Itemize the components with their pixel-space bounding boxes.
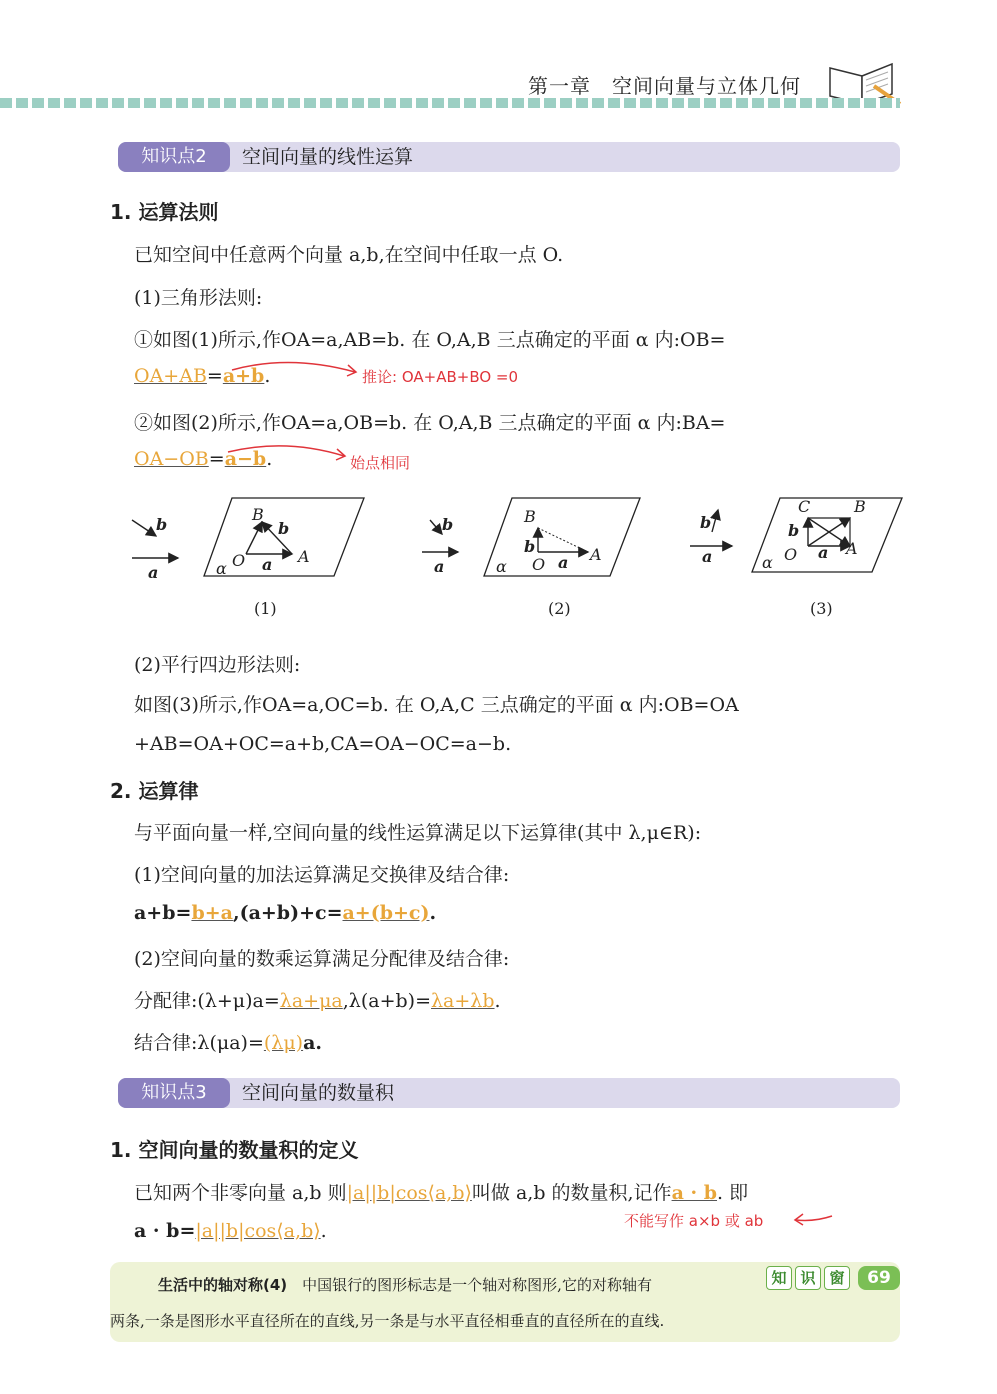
svg-text:a: a [262,555,273,574]
svg-text:b: b [442,515,454,534]
answer-blank: OA−OB [134,448,209,470]
section-tag: 知识点2 [118,142,230,172]
section-bar-3 [118,1078,900,1108]
svg-text:B: B [252,505,264,524]
figure-caption: (3) [810,599,833,618]
page-number: 69 [858,1266,900,1290]
annotation-arrow [230,352,370,382]
svg-text:A: A [590,545,602,564]
figure-caption: (2) [548,599,571,618]
heading-operation-rules: 1. 运算法则 [110,200,219,224]
annotation-arrow [792,1208,836,1228]
section-bar-2 [118,142,900,172]
case1-answer-line: OA+AB=a+b. [134,365,271,387]
svg-text:b: b [278,519,290,538]
case1-line: ①如图(1)所示,作OA=a,AB=b. 在 O,A,B 三点确定的平面 α 内:OB= [134,329,726,351]
svg-text:a: a [558,553,569,572]
scalar-law-label: (2)空间向量的数乘运算满足分配律及结合律: [134,948,510,970]
answer-blank: |a||b|cos⟨a,b⟩ [346,1182,472,1204]
knowledge-window-tag: 知 识 窗 [766,1266,853,1290]
heading-operation-laws: 2. 运算律 [110,779,199,803]
laws-intro: 与平面向量一样,空间向量的线性运算满足以下运算律(其中 λ,μ∈R): [134,822,702,844]
vector-figures [120,490,910,630]
svg-text:O: O [232,551,246,570]
svg-text:O: O [532,555,546,574]
answer-blank: a+b [222,365,265,387]
answer-blank: (λμ) [263,1032,304,1054]
svg-text:A: A [846,539,858,558]
section-title: 空间向量的数量积 [242,1082,395,1104]
section-title: 空间向量的线性运算 [242,146,414,168]
svg-text:α: α [762,553,773,572]
dot-product-line-2: a · b=|a||b|cos⟨a,b⟩. [134,1220,327,1242]
svg-text:B: B [854,497,866,516]
parallelogram-rule-label: (2)平行四边形法则: [134,654,301,676]
svg-text:α: α [216,559,227,578]
svg-text:A: A [298,547,310,566]
figure-3 [690,497,902,618]
associative-law: 结合律:λ(μa)=(λμ)a. [134,1032,323,1054]
handwritten-note-same-origin: 始点相同 [350,454,411,472]
svg-text:b: b [700,513,712,532]
svg-text:a: a [702,547,713,566]
parallelogram-line-2: +AB=OA+OC=a+b,CA=OA−OC=a−b. [134,733,512,755]
distributive-law: 分配律:(λ+μ)a=λa+μa,λ(a+b)=λa+λb. [134,990,501,1012]
handwritten-note-corollary: 推论: OA+AB+BO =0 [362,368,519,386]
knowledge-window-title: 生活中的轴对称(4) [158,1276,288,1294]
svg-text:B: B [524,507,536,526]
svg-text:a: a [434,557,445,576]
svg-text:α: α [496,557,507,576]
header-stripe [0,98,900,108]
annotation-arrow [226,436,356,466]
figure-caption: (1) [254,599,277,618]
handwritten-note-notation: 不能写作 a×b 或 ab [624,1212,764,1230]
answer-blank: b+a [191,902,233,924]
answer-blank: λa+λb [431,990,495,1012]
svg-text:b: b [524,537,536,556]
svg-text:a: a [148,563,159,582]
answer-blank: a+(b+c) [342,902,430,924]
case2-line: ②如图(2)所示,作OA=a,OB=b. 在 O,A,B 三点确定的平面 α 内:BA= [134,412,726,434]
answer-blank: |a||b|cos⟨a,b⟩ [195,1220,321,1242]
answer-blank: OA+AB [134,365,207,387]
svg-text:C: C [798,497,811,516]
intro-text: 已知空间中任意两个向量 a,b,在空间中任取一点 O. [134,244,564,266]
addition-law-label: (1)空间向量的加法运算满足交换律及结合律: [134,864,510,886]
triangle-rule-label: (1)三角形法则: [134,287,263,309]
figure-2 [422,498,640,618]
chapter-title: 第一章 空间向量与立体几何 [528,74,801,98]
answer-blank: λa+μa [279,990,343,1012]
svg-text:O: O [784,545,798,564]
svg-text:b: b [156,515,168,534]
dot-product-line-1: 已知两个非零向量 a,b 则|a||b|cos⟨a,b⟩叫做 a,b 的数量积,记作a · b. 即 [134,1182,749,1204]
addition-law-formula: a+b=b+a,(a+b)+c=a+(b+c). [134,902,437,924]
knowledge-window-line-2: 两条,一条是图形水平直径所在的直线,另一条是与水平直径相垂直的直径所在的直线. [110,1312,665,1330]
answer-blank: a · b [671,1182,718,1204]
case2-answer-line: OA−OB=a−b. [134,448,273,470]
svg-text:b: b [788,521,800,540]
answer-blank: a−b [224,448,267,470]
parallelogram-line-1: 如图(3)所示,作OA=a,OC=b. 在 O,A,C 三点确定的平面 α 内:OB=OA [134,694,739,716]
svg-text:a: a [818,543,829,562]
section-tag: 知识点3 [118,1078,230,1108]
knowledge-window-line-1: 生活中的轴对称(4) 中国银行的图形标志是一个轴对称图形,它的对称轴有 [158,1276,652,1294]
heading-dot-product-definition: 1. 空间向量的数量积的定义 [110,1138,359,1162]
figure-1 [132,498,364,618]
